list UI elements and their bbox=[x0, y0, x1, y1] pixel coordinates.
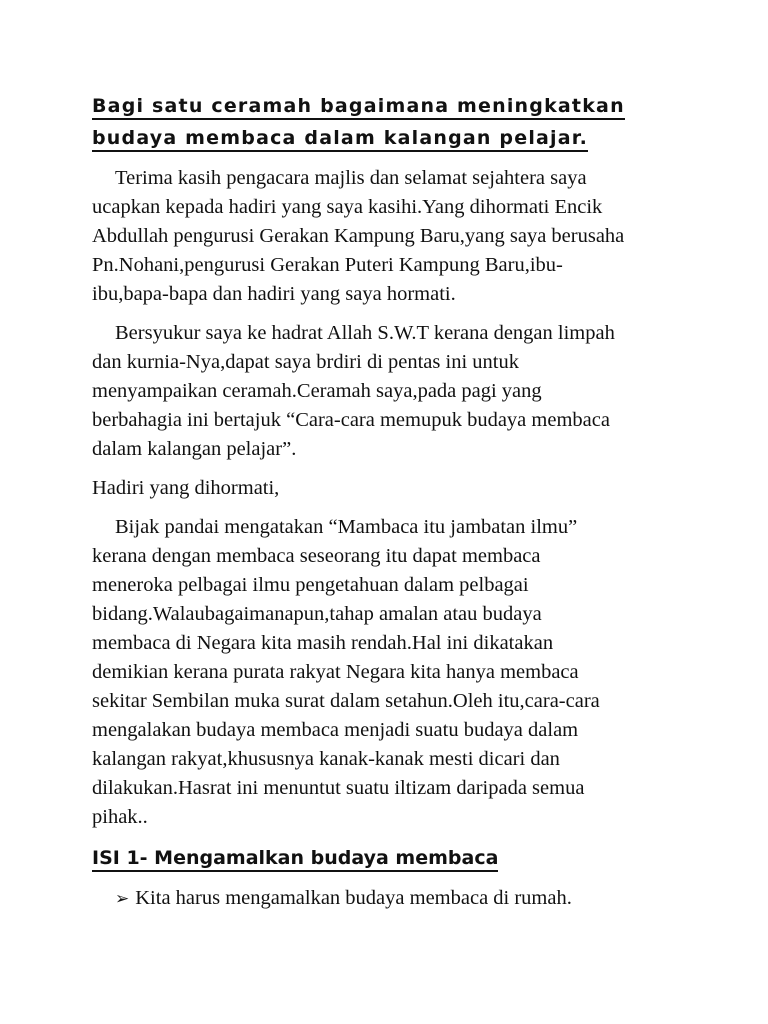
text-line: dilakukan.Hasrat ini menuntut suatu iltizam daripada semua bbox=[92, 777, 585, 799]
title-line-1: Bagi satu ceramah bagaimana meningkatkan bbox=[92, 95, 625, 120]
text-line: Abdullah pengurusi Gerakan Kampung Baru,yang saya berusaha bbox=[92, 225, 625, 247]
document-page bbox=[92, 90, 692, 914]
text-line: Terima kasih pengacara majlis dan selamat sejahtera saya bbox=[115, 167, 587, 189]
text-line: Bijak pandai mengatakan “Mambaca itu jambatan ilmu” bbox=[115, 516, 578, 538]
text-line: menyampaikan ceramah.Ceramah saya,pada pagi yang bbox=[92, 380, 542, 402]
text-line: berbahagia ini bertajuk “Cara-cara memupuk budaya membaca bbox=[92, 409, 610, 431]
bullet-item bbox=[92, 884, 692, 914]
text-line: ibu,bapa-bapa dan hadiri yang saya hormati. bbox=[92, 283, 456, 305]
text-line: meneroka pelbagai ilmu pengetahuan dalam pelbagai bbox=[92, 574, 529, 596]
text-line: pihak.. bbox=[92, 806, 148, 828]
arrow-bullet-icon: ➢ bbox=[115, 889, 130, 909]
text-line: dan kurnia-Nya,dapat saya brdiri di pentas ini untuk bbox=[92, 351, 519, 373]
text-line: ucapkan kepada hadiri yang saya kasihi.Yang dihormati Encik bbox=[92, 196, 603, 218]
document-title bbox=[92, 90, 692, 154]
text-line: dalam kalangan pelajar”. bbox=[92, 438, 297, 460]
paragraph-salutation bbox=[92, 474, 692, 503]
text-line: kalangan rakyat,khususnya kanak-kanak mesti dicari dan bbox=[92, 748, 560, 770]
text-line: sekitar Sembilan muka surat dalam setahun.Oleh itu,cara-cara bbox=[92, 690, 600, 712]
text-line: Bersyukur saya ke hadrat Allah S.W.T kerana dengan limpah bbox=[115, 322, 615, 344]
text-line: Hadiri yang dihormati, bbox=[92, 477, 280, 499]
paragraph-greeting bbox=[92, 164, 692, 309]
text-line: demikian kerana purata rakyat Negara kita hanya membaca bbox=[92, 661, 579, 683]
text-line: bidang.Walaubagaimanapun,tahap amalan atau budaya bbox=[92, 603, 542, 625]
text-line: kerana dengan membaca seseorang itu dapat membaca bbox=[92, 545, 541, 567]
bullet-text: Kita harus mengamalkan budaya membaca di rumah. bbox=[135, 887, 572, 909]
title-line-2: budaya membaca dalam kalangan pelajar. bbox=[92, 127, 588, 152]
text-line: Pn.Nohani,pengurusi Gerakan Puteri Kampung Baru,ibu- bbox=[92, 254, 563, 276]
paragraph-introduction bbox=[92, 513, 692, 832]
section-heading-text: ISI 1- Mengamalkan budaya membaca bbox=[92, 847, 498, 872]
paragraph-gratitude bbox=[92, 319, 692, 464]
section-heading bbox=[92, 842, 692, 874]
text-line: membaca di Negara kita masih rendah.Hal ini dikatakan bbox=[92, 632, 554, 654]
text-line: mengalakan budaya membaca menjadi suatu budaya dalam bbox=[92, 719, 579, 741]
